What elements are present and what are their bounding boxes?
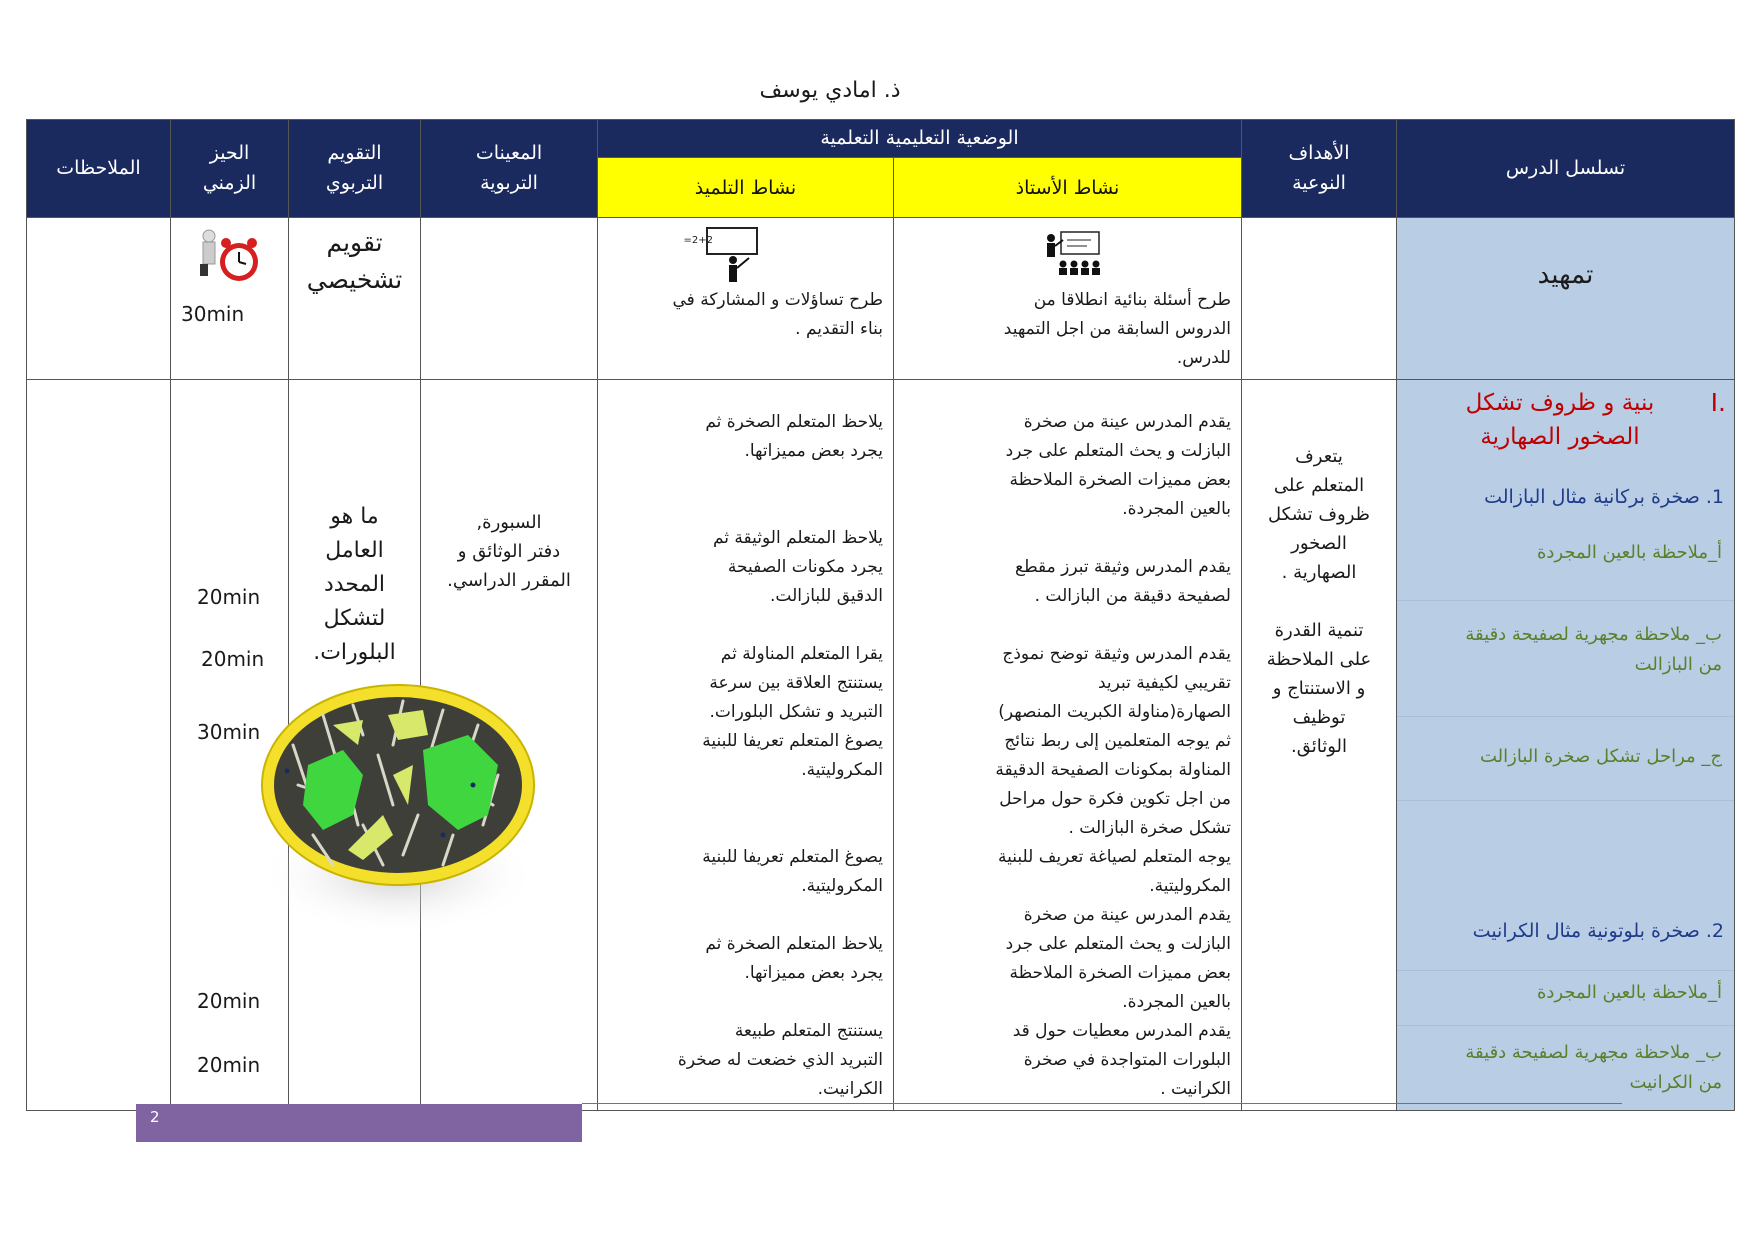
header-time: الحيز الزمني (171, 120, 289, 218)
main-evaluation-text: ما هو العامل المحدد لتشكل البلورات. (313, 504, 396, 665)
header-student-activity: نشاط التلميذ (598, 158, 894, 218)
time-value-2: 20min (201, 647, 265, 671)
subsection-granite: 2. صخرة بلوتونية مثال الكرانيت (1472, 920, 1724, 942)
intro-sequence-title: تمهيد (1537, 260, 1594, 290)
granite-naked-eye: أ_ملاحظة بالعين المجردة (1536, 982, 1722, 1003)
intro-student-text: طرح تساؤلات و المشاركة في بناء التقديم . (672, 290, 883, 339)
basalt-naked-eye: أ_ملاحظة بالعين المجردة (1536, 542, 1722, 563)
intro-time-value: 30min (181, 302, 245, 326)
header-aids: المعينات التربوية (421, 120, 598, 218)
intro-evaluation-cell (289, 218, 421, 380)
header-objectives: الأهداف النوعية (1242, 120, 1397, 218)
main-aids-cell (421, 380, 598, 1111)
header-notes: الملاحظات (27, 120, 171, 218)
header-evaluation: التقويم التربوي (289, 120, 421, 218)
time-value-1: 20min (197, 585, 261, 609)
page-number: 2 (150, 1108, 160, 1126)
time-value-4: 20min (197, 989, 261, 1013)
header-sequence: تسلسل الدرس (1397, 120, 1735, 218)
main-teacher-cell (894, 380, 1242, 1111)
intro-evaluation-text: تقويم تشخيصي (306, 228, 403, 294)
header-teacher-activity: نشاط الأستاذ (894, 158, 1242, 218)
intro-teacher-text: طرح أسئلة بنائية انطلاقا من الدروس السابقة من اجل التمهيد للدرس. (1003, 290, 1231, 368)
basalt-thin-section-image (253, 665, 543, 945)
intro-aids-cell (421, 218, 598, 380)
main-objectives-text: يتعرف المتعلم على ظروف تشكل الصخور الصهارية . تنمية القدرة على الملاحظة و الاستنتاج و توظيف الوثائق. (1266, 446, 1372, 757)
basalt-microscope: ب_ ملاحظة مجهرية لصفيحة دقيقة من البازالت (1465, 624, 1722, 675)
student-at-board-icon (683, 224, 763, 284)
intro-objectives-cell (1242, 218, 1397, 380)
author-name: ذ. امادي يوسف (759, 78, 901, 103)
intro-teacher-cell (894, 218, 1242, 380)
page-number-bar (136, 1104, 582, 1142)
main-teacher-text: يقدم المدرس عينة من صخرة البازلت و يحث المتعلم على جرد بعض مميزات الصخرة الملاحظة بالعين المجردة. يقدم المدرس وثيقة تبرز مقطع لصفيحة دقيقة من البازالت . يقدم المدرس وثيقة توضح نموذج تقريبي لكيفية تبريد الصهارة(مناولة الكبريت المنصهر) ثم يوجه المتعلمين إلى ربط نتائج المناولة بمكونات الصفيحة الدقيقة من اجل تكوين فكرة حول مراحل تشكل صخرة البازالت . يوجه المتعلم لصياغة تعريف للبنية المكروليتية. يقدم المدرس عينة من صخرة البازلت و يحث المتعلم على جرد بعض مميزات الصخرة الملاحظة بالعين المجردة. يقدم المدرس معطيات حول قد البلورات المتواجدة في صخرة الكرانيت . (995, 412, 1231, 1099)
main-sequence-cell (1397, 380, 1735, 1111)
section-title: بنية و ظروف تشكل الصخور الصهارية (1465, 390, 1655, 450)
granite-microscope: ب_ ملاحظة مجهرية لصفيحة دقيقة من الكرانيت (1465, 1042, 1722, 1093)
intro-sequence-cell (1397, 218, 1735, 380)
basalt-formation-stages: ج_ مراحل تشكل صخرة البازالت (1480, 746, 1722, 767)
teacher-presenting-icon (1041, 230, 1101, 280)
alarm-clock-icon (193, 228, 263, 288)
main-aids-text: السبورة, دفتر الوثائق و المقرر الدراسي. (447, 512, 571, 591)
svg-text:2+2=: 2+2= (683, 235, 713, 246)
header-situation: الوضعية التعليمية التعلمية (598, 120, 1242, 158)
lesson-table (26, 119, 1735, 1111)
intro-student-cell (598, 218, 894, 380)
main-student-text: يلاحظ المتعلم الصخرة ثم يجرد بعض مميزاتها. يلاحظ المتعلم الوثيقة ثم يجرد مكونات الصفيحة الدقيق للبازالت. يقرا المتعلم المناولة ثم يستنتج العلاقة بين سرعة التبريد و تشكل البلورات. يصوغ المتعلم تعريفا للبنية المكروليتية. يصوغ المتعلم تعريفا للبنية المكروليتية. يلاحظ المتعلم الصخرة ثم يجرد بعض مميزاتها. يستنتج المتعلم طبيعة التبريد الذي خضعت له صخرة الكرانيت. (677, 412, 883, 1099)
time-value-3: 30min (197, 720, 261, 744)
main-notes-cell (27, 380, 171, 1111)
main-objectives-cell (1242, 380, 1397, 1111)
section-number: I. (1710, 388, 1726, 417)
subsection-basalt: 1. صخرة بركانية مثال البازالت (1484, 486, 1724, 508)
intro-notes-cell (27, 218, 171, 380)
footer-divider (582, 1103, 1622, 1104)
intro-time-cell (171, 218, 289, 380)
main-student-cell (598, 380, 894, 1111)
time-value-5: 20min (197, 1053, 261, 1077)
